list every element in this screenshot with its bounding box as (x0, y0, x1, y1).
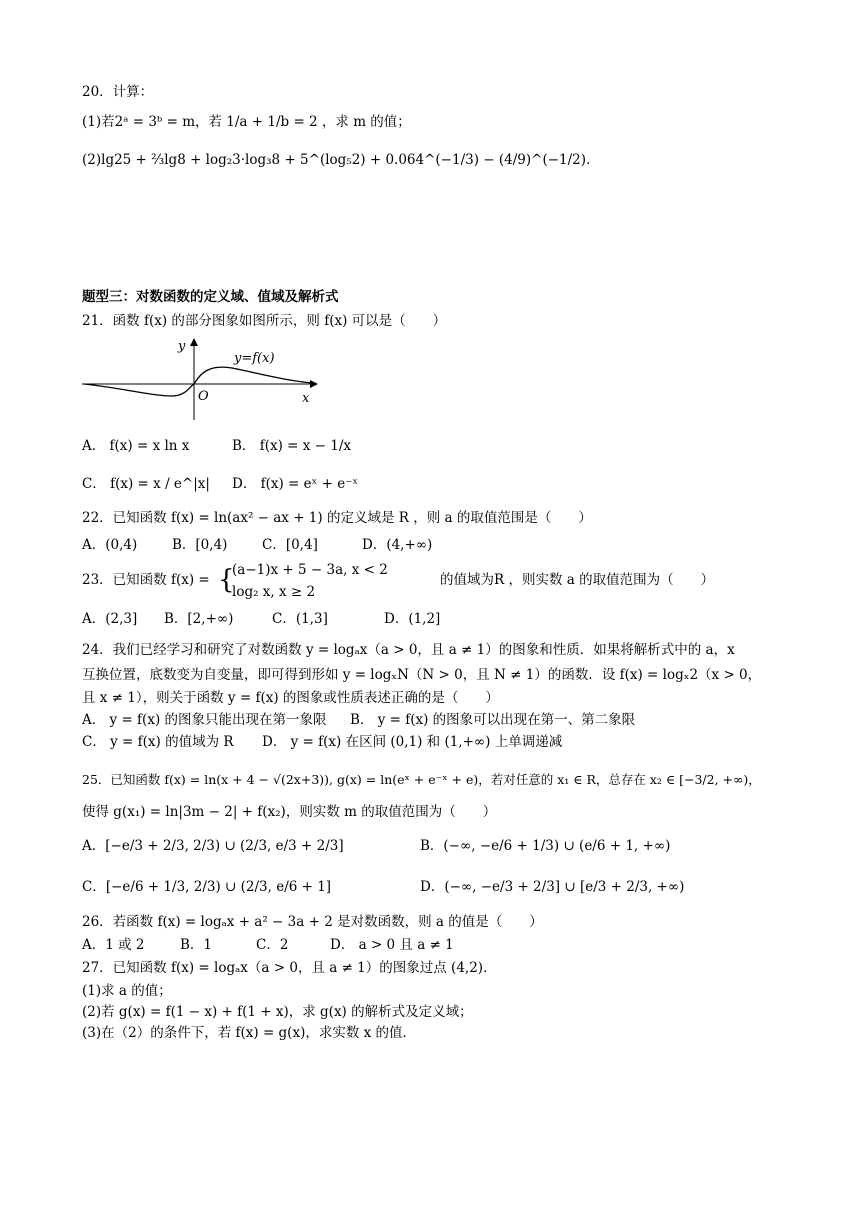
q21-option-a: A． f(x) = x ln x (82, 438, 190, 454)
q26-option-d: D． a > 0 且 a ≠ 1 (330, 937, 454, 953)
curve-label: y=f(x) (234, 351, 275, 366)
brace-icon: { (218, 565, 235, 595)
q20-title: 20．计算： (82, 84, 154, 100)
q24-line3: 且 x ≠ 1），则关于函数 y = f(x) 的图象或性质表述正确的是（ ） (82, 690, 499, 706)
x-axis-arrow-icon (310, 380, 318, 388)
q26-option-a: A．1 或 2 (82, 937, 145, 953)
q21-stem: 21．函数 f(x) 的部分图象如图所示，则 f(x) 可以是（ ） (82, 313, 447, 329)
q24-option-a: A． y = f(x) 的图象只能出现在第一象限 (82, 712, 327, 728)
q21-option-d: D． f(x) = eˣ + e⁻ˣ (232, 476, 359, 492)
q25-line1: 25．已知函数 f(x) = ln(x + 4 − √(2x+3)), g(x) = ln(eˣ + e⁻ˣ + e)，若对任意的 x₁ ∈ R，总存在 x₂ ∈ [−3/2, +∞)， (82, 772, 761, 787)
q22-option-a: A．(0,4) (82, 537, 138, 553)
q22-option-c: C．[0,4] (262, 537, 318, 553)
q25-option-d: D．(−∞, −e/3 + 2/3] ∪ [e/3 + 2/3, +∞) (420, 879, 685, 895)
y-axis-label: y (178, 339, 186, 354)
y-axis-arrow-icon (190, 338, 198, 346)
q23-case2: log₂ x, x ≥ 2 (232, 584, 316, 600)
q23-case1: (a−1)x + 5 − 3a, x < 2 (232, 562, 388, 578)
x-axis-label: x (302, 391, 310, 406)
q21-graph (82, 336, 322, 420)
q25-option-a: A．[−e/3 + 2/3, 2/3) ∪ (2/3, e/3 + 2/3] (82, 838, 344, 854)
q27-part1: (1)求 a 的值； (82, 983, 172, 999)
q26-stem: 26．若函数 f(x) = logₐx + a² − 3a + 2 是对数函数，则 a 的值是（ ） (82, 914, 543, 930)
q26-option-c: C．2 (256, 937, 289, 953)
q25-option-b: B．(−∞, −e/6 + 1/3) ∪ (e/6 + 1, +∞) (420, 838, 671, 854)
q23-option-b: B．[2,+∞) (164, 611, 234, 627)
q24-option-c: C． y = f(x) 的值域为 R (82, 734, 234, 750)
origin-label: O (198, 389, 209, 404)
q27-part3: (3)在（2）的条件下，若 f(x) = g(x)，求实数 x 的值． (82, 1025, 417, 1041)
q25-option-c: C．[−e/6 + 1/3, 2/3) ∪ (2/3, e/6 + 1] (82, 879, 332, 895)
q23-option-c: C．(1,3] (272, 611, 328, 627)
section-heading: 题型三：对数函数的定义域、值域及解析式 (82, 289, 339, 305)
q22-option-b: B．[0,4) (172, 537, 228, 553)
q24-option-d: D． y = f(x) 在区间 (0,1) 和 (1,+∞) 上单调递减 (262, 734, 563, 750)
q26-option-b: B．1 (180, 937, 213, 953)
q22-option-d: D．(4,+∞) (362, 537, 433, 553)
q24-line2: 互换位置，底数变为自变量，即可得到形如 y = logₓN（N > 0，且 N ≠ 1）的函数．设 f(x) = logₓ2（x > 0， (82, 667, 762, 683)
q20-part1: (1)若2ᵃ = 3ᵇ = m，若 1/a + 1/b = 2 ，求 m 的值； (82, 114, 411, 130)
q27-part2: (2)若 g(x) = f(1 − x) + f(1 + x)，求 g(x) 的解析式及定义域； (82, 1004, 473, 1020)
q23-option-d: D．(1,2] (384, 611, 441, 627)
q21-option-b: B． f(x) = x − 1/x (232, 438, 352, 454)
q23-option-a: A．(2,3] (82, 611, 138, 627)
q22-stem: 22．已知函数 f(x) = ln(ax² − ax + 1) 的定义域是 R ，则 a 的取值范围是（ ） (82, 510, 592, 526)
q21-option-c: C． f(x) = x / e^|x| (82, 476, 210, 492)
q25-line2: 使得 g(x₁) = ln|3m − 2| + f(x₂)，则实数 m 的取值范围为（ ） (82, 804, 497, 820)
q24-option-b: B． y = f(x) 的图象可以出现在第一、第二象限 (350, 712, 636, 728)
q24-line1: 24．我们已经学习和研究了对数函数 y = logₐx（a > 0，且 a ≠ 1）的图象和性质．如果将解析式中的 a，x (82, 642, 735, 658)
q27-stem: 27．已知函数 f(x) = logₐx（a > 0，且 a ≠ 1）的图象过点 (4,2)． (82, 960, 497, 976)
q23-stem-pre: 23．已知函数 f(x) = (82, 572, 210, 588)
q23-stem-post: 的值域为R ，则实数 a 的取值范围为（ ） (440, 572, 715, 588)
q20-part2: (2)lg25 + ⅔lg8 + log₂3·log₃8 + 5^(log₅2) + 0.064^(−1/3) − (4/9)^(−1/2). (82, 152, 591, 168)
